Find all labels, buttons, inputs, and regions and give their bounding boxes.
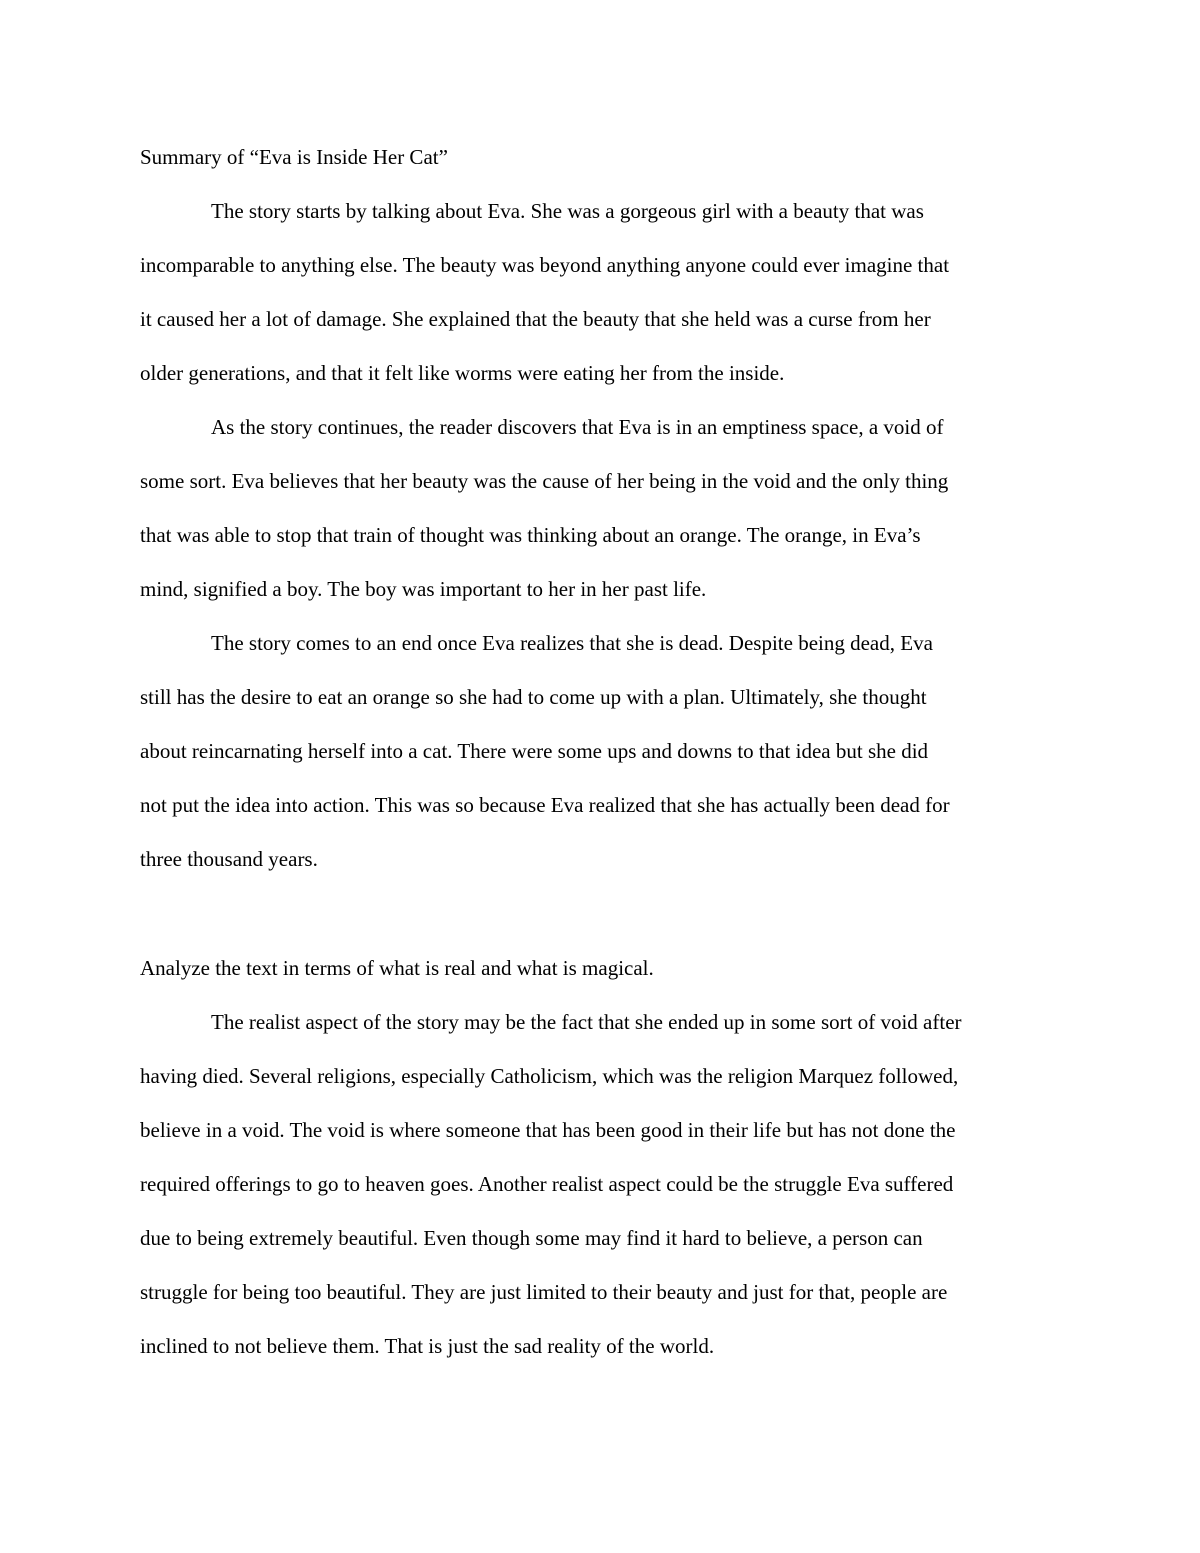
- paragraph-line: The story starts by talking about Eva. She was a gorgeous girl with a beauty that was: [211, 199, 924, 223]
- paragraph-line: incomparable to anything else. The beauty was beyond anything anyone could ever imagine that: [140, 253, 950, 277]
- paragraph-line: struggle for being too beautiful. They are just limited to their beauty and just for that, people are: [140, 1280, 948, 1304]
- section-heading-analysis: Analyze the text in terms of what is real and what is magical.: [140, 956, 654, 980]
- paragraph-line: mind, signified a boy. The boy was important to her in her past life.: [140, 577, 707, 601]
- paragraph-line: having died. Several religions, especially Catholicism, which was the religion Marquez followed,: [140, 1064, 959, 1088]
- paragraph-line: still has the desire to eat an orange so she had to come up with a plan. Ultimately, she thought: [140, 685, 927, 709]
- paragraph-line: required offerings to go to heaven goes. Another realist aspect could be the struggle Eva suffered: [140, 1172, 954, 1196]
- paragraph-line: about reincarnating herself into a cat. There were some ups and downs to that idea but she did: [140, 739, 929, 763]
- paragraph-line: inclined to not believe them. That is just the sad reality of the world.: [140, 1334, 715, 1358]
- paragraph-line: some sort. Eva believes that her beauty was the cause of her being in the void and the only thing: [140, 469, 949, 493]
- paragraph-line: The realist aspect of the story may be the fact that she ended up in some sort of void after: [211, 1010, 962, 1034]
- paragraph-line: believe in a void. The void is where someone that has been good in their life but has not done the: [140, 1118, 956, 1142]
- section-heading-summary: Summary of “Eva is Inside Her Cat”: [140, 145, 448, 169]
- paragraph-line: As the story continues, the reader discovers that Eva is in an emptiness space, a void of: [211, 415, 944, 439]
- paragraph-line: due to being extremely beautiful. Even though some may find it hard to believe, a person can: [140, 1226, 923, 1250]
- paragraph-line: The story comes to an end once Eva realizes that she is dead. Despite being dead, Eva: [211, 631, 933, 655]
- paragraph-line: older generations, and that it felt like worms were eating her from the inside.: [140, 361, 785, 385]
- paragraph-line: it caused her a lot of damage. She explained that the beauty that she held was a curse from her: [140, 307, 931, 331]
- paragraph-line: not put the idea into action. This was so because Eva realized that she has actually been dead for: [140, 793, 950, 817]
- paragraph-line: that was able to stop that train of thought was thinking about an orange. The orange, in Eva’s: [140, 523, 921, 547]
- paragraph-line: three thousand years.: [140, 847, 318, 871]
